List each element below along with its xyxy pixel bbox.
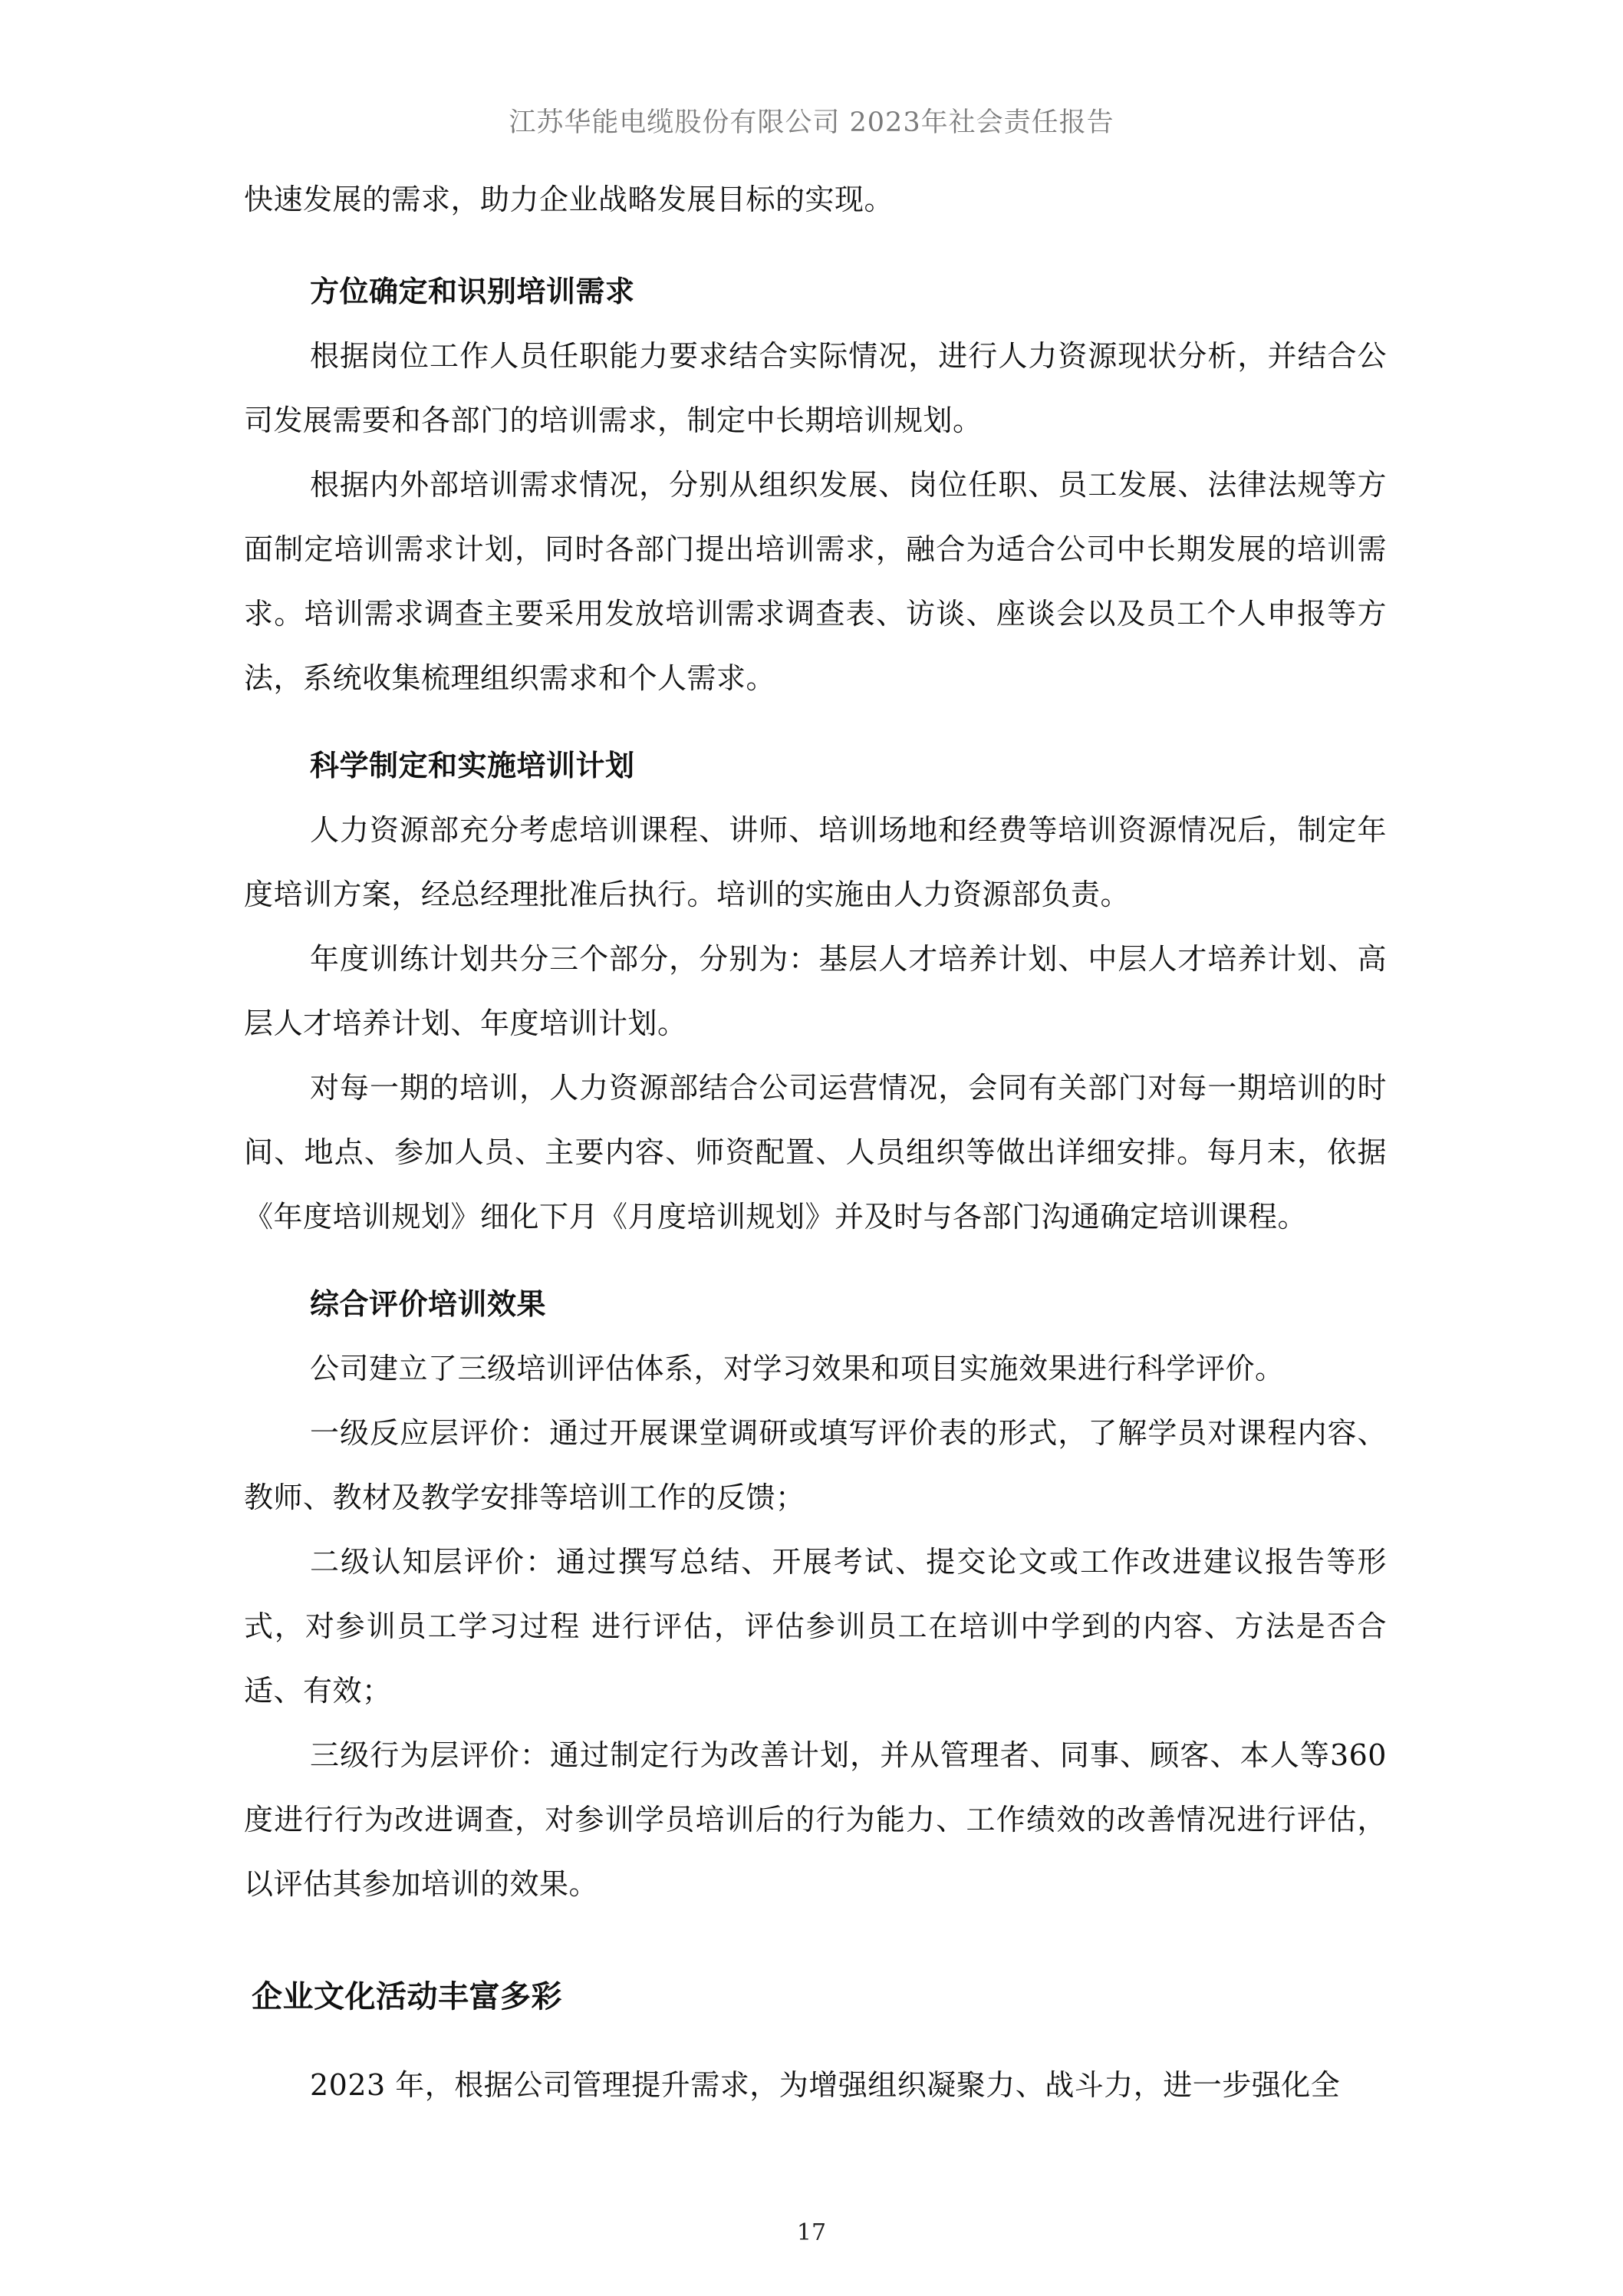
body-content [244,167,1387,2117]
subheading-training-evaluation: 综合评价培训效果 [310,1287,547,1321]
running-header: 江苏华能电缆股份有限公司 2023年社会责任报告 [509,107,1114,138]
subheading-training-needs: 方位确定和识别培训需求 [310,275,635,308]
paragraph: 公司建立了三级培训评估体系，对学习效果和项目实施效果进行科学评价。 [310,1352,1285,1385]
paragraph: 人力资源部充分考虑培训课程、讲师、培训场地和经费等培训资源情况后，制定年度培训方案，经总经理批准后执行。培训的实施由人力资源部负责。 [244,813,1387,911]
paragraph: 根据岗位工作人员任职能力要求结合实际情况，进行人力资源现状分析，并结合公司发展需要和各部门的培训需求，制定中长期培训规划。 [244,339,1387,437]
subheading-training-plan: 科学制定和实施培训计划 [310,749,635,782]
paragraph: 二级认知层评价：通过撰写总结、开展考试、提交论文或工作改进建议报告等形式，对参训员工学习过程 进行评估，评估参训员工在培训中学到的内容、方法是否合适、有效； [244,1545,1387,1708]
paragraph: 年度训练计划共分三个部分，分别为：基层人才培养计划、中层人才培养计划、高层人才培养计划、年度培训计划。 [244,942,1387,1040]
paragraph: 一级反应层评价：通过开展课堂调研或填写评价表的形式，了解学员对课程内容、教师、教材及教学安排等培训工作的反馈； [244,1416,1387,1514]
paragraph: 三级行为层评价：通过制定行为改善计划，并从管理者、同事、顾客、本人等360度进行行为改进调查，对参训学员培训后的行为能力、工作绩效的改善情况进行评估，以评估其参加培训的效果。 [244,1738,1387,1901]
paragraph: 2023 年，根据公司管理提升需求，为增强组织凝聚力、战斗力，进一步强化全 [310,2068,1341,2102]
paragraph-continuation: 快速发展的需求，助力企业战略发展目标的实现。 [244,183,894,216]
section-heading-culture-activities: 企业文化活动丰富多彩 [252,1979,562,2014]
page-number: 17 [796,2219,827,2246]
paragraph: 根据内外部培训需求情况，分别从组织发展、岗位任职、员工发展、法律法规等方面制定培训需求计划，同时各部门提出培训需求，融合为适合公司中长期发展的培训需求。培训需求调查主要采用发放培训需求调查表、访谈、座谈会以及员工个人申报等方法，系统收集梳理组织需求和个人需求。 [244,468,1387,695]
paragraph: 对每一期的培训，人力资源部结合公司运营情况，会同有关部门对每一期培训的时间、地点、参加人员、主要内容、师资配置、人员组织等做出详细安排。每月末，依据《年度培训规划》细化下月《月度培训规划》并及时与各部门沟通确定培训课程。 [244,1071,1387,1234]
